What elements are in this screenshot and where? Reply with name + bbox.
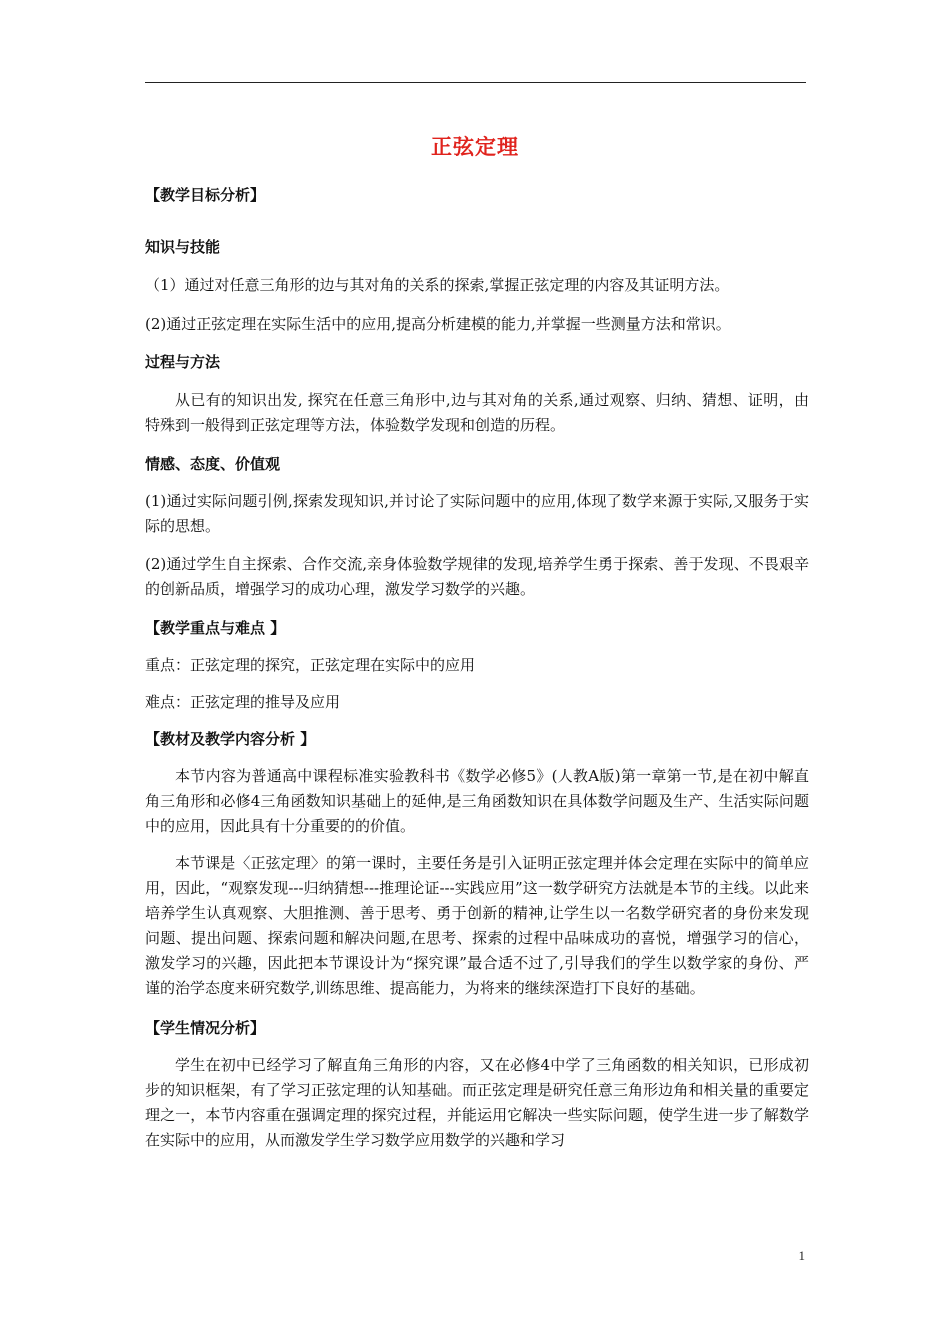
page-title: 正弦定理 — [431, 135, 519, 159]
paragraph-keypoint: 重点：正弦定理的探究，正弦定理在实际中的应用 — [145, 656, 476, 674]
page-number: 1 — [798, 1248, 805, 1263]
paragraph-knowledge-2: (2)通过正弦定理在实际生活中的应用,提高分析建模的能力,并掌握一些测量方法和常识。 — [145, 315, 731, 333]
section-heading-student: 【学生情况分析】 — [145, 1019, 266, 1037]
paragraph-student-1: 学生在初中已经学习了解直角三角形的内容，又在必修4中学了三角函数的相关知识，已形成初步的知识框架，有了学习正弦定理的认知基础。而正弦定理是研究任意三角形边角和相关量的重要定理之一，本节内容重在强调定理的探究过程，并能运用它解决一些实际问题，使学生进一步了解数学在实际中的应用，从而激发学生学习数学应用数学的兴趣和学习 — [145, 1056, 809, 1149]
subheading-emotion: 情感、态度、价值观 — [145, 455, 281, 473]
section-heading-goals: 【教学目标分析】 — [145, 186, 266, 204]
section-heading-keypoints: 【教学重点与难点 】 — [145, 619, 286, 637]
section-heading-material: 【教材及教学内容分析 】 — [145, 730, 316, 748]
paragraph-emotion-2: (2)通过学生自主探索、合作交流,亲身体验数学规律的发现,培养学生勇于探索、善于发现、不畏艰辛的创新品质，增强学习的成功心理，激发学习数学的兴趣。 — [145, 555, 809, 598]
header-rule — [145, 82, 806, 83]
paragraph-difficulty: 难点：正弦定理的推导及应用 — [145, 693, 341, 711]
paragraph-material-2: 本节课是〈正弦定理〉的第一课时，主要任务是引入证明正弦定理并体会定理在实际中的简单应用，因此，“观察发现---归纳猜想---推理论证---实践应用”这一数学研究方法就是本节的主线。以此来培养学生认真观察、大胆推测、善于思考、勇于创新的精神,让学生以一名数学研究者的身份来发现问题、提出问题、探索问题和解决问题,在思考、探索的过程中品味成功的喜悦，增强学习的信心，激发学习的兴趣，因此把本节课设计为“探究课”最合适不过了,引导我们的学生以数学家的身份、严谨的治学态度来研究数学,训练思维、提高能力，为将来的继续深造打下良好的基础。 — [145, 854, 809, 997]
paragraph-material-1: 本节内容为普通高中课程标准实验教科书《数学必修5》(人教A版)第一章第一节,是在初中解直角三角形和必修4三角函数知识基础上的延伸,是三角函数知识在具体数学问题及生产、生活实际问题中的应用，因此具有十分重要的的价值。 — [145, 767, 809, 835]
paragraph-process-1: 从已有的知识出发, 探究在任意三角形中,边与其对角的关系,通过观察、归纳、猜想、证明，由特殊到一般得到正弦定理等方法，体验数学发现和创造的历程。 — [145, 391, 809, 434]
subheading-knowledge: 知识与技能 — [145, 238, 221, 256]
paragraph-knowledge-1: （1）通过对任意三角形的边与其对角的关系的探索,掌握正弦定理的内容及其证明方法。 — [145, 276, 730, 294]
document-body — [145, 178, 809, 1153]
subheading-process: 过程与方法 — [145, 353, 221, 371]
paragraph-emotion-1: (1)通过实际问题引例,探索发现知识,并讨论了实际问题中的应用,体现了数学来源于实际,又服务于实际的思想。 — [145, 492, 809, 535]
